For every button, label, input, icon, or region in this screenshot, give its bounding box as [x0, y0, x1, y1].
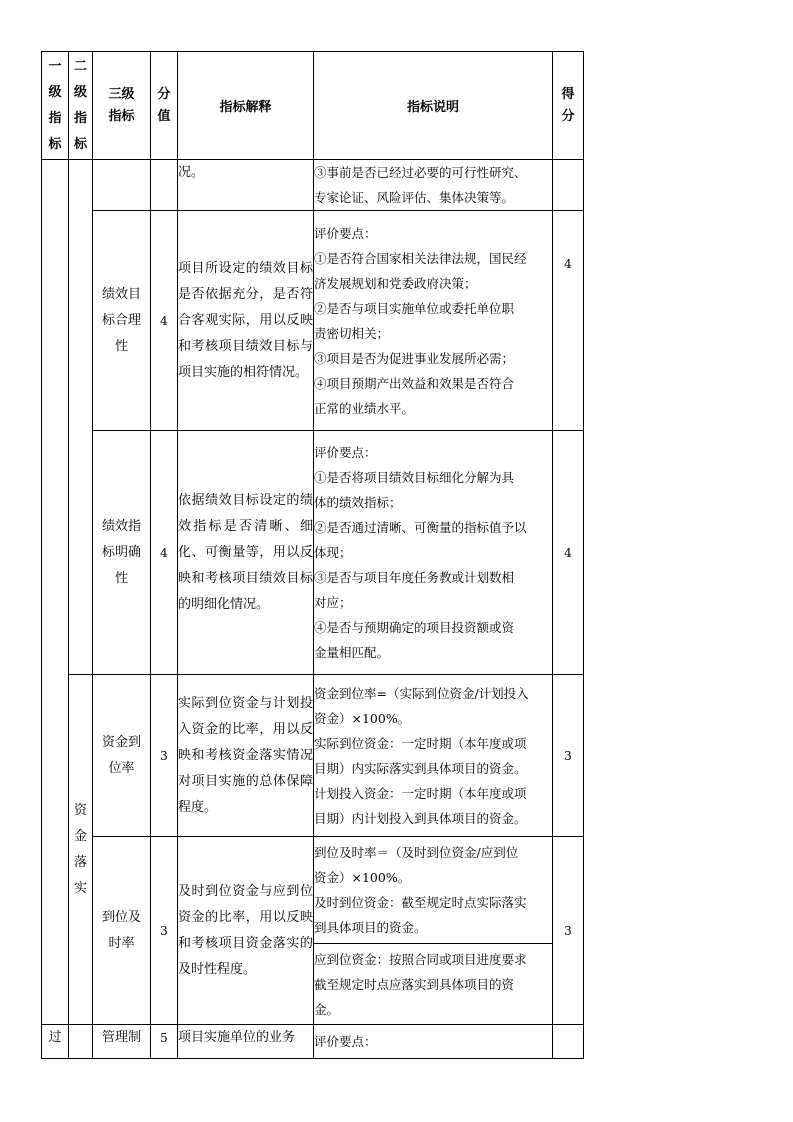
- evaluation-table: [41, 51, 584, 1059]
- level3-cell: 管理制: [93, 1025, 151, 1059]
- level3-cell: [93, 160, 151, 211]
- level2-cell: [69, 1025, 93, 1059]
- level2-funds-cell: 资 金 落 实: [69, 675, 93, 1025]
- got-cell: [553, 160, 584, 211]
- got-cell: 4: [553, 431, 584, 675]
- explanation-cell: 项目实施单位的业务: [178, 1025, 314, 1059]
- level3-cell: 资金到 位率: [93, 675, 151, 837]
- explanation-cell: 及时到位资金与应到位资金的比率，用以反映和考核项目资金落实的及时性程度。: [178, 837, 314, 1025]
- explanation-cell: 实际到位资金与计划投入资金的比率，用以反映和考核资金落实情况对项目实施的总体保障程度。: [178, 675, 314, 837]
- header-score: 分 值: [151, 52, 178, 160]
- explanation-cell: 项目所设定的绩效目标是否依据充分，是否符合客观实际，用以反映和考核项目绩效目标与项目实施的相符情况。: [178, 211, 314, 431]
- table-row: [42, 211, 584, 431]
- description-cell: 资金到位率=（实际到位资金/计划投入 资金）×100%。 实际到位资金：一定时期（本年度或项 目期）内实际落实到具体项目的资金。 计划投入资金：一定时期（本年度或项 目期）内计划投入到具体项目的资金。: [314, 675, 553, 837]
- got-cell: 4: [553, 211, 584, 431]
- score-cell: [151, 160, 178, 211]
- header-level3: 三级 指标: [93, 52, 151, 160]
- got-cell: 3: [553, 837, 584, 1025]
- description-cell: 评价要点：: [314, 1025, 553, 1059]
- level3-cell: 到位及 时率: [93, 837, 151, 1025]
- explanation-cell: 况。: [178, 160, 314, 211]
- level3-cell: 绩效目 标合理 性: [93, 211, 151, 431]
- table-row: [42, 675, 584, 837]
- score-cell: 3: [151, 675, 178, 837]
- explanation-cell: 依据绩效目标设定的绩效指标是否清晰、细化、可衡量等，用以反映和考核项目绩效目标的明细化情况。: [178, 431, 314, 675]
- header-level2: 二 级 指 标: [69, 52, 93, 160]
- got-cell: 3: [553, 675, 584, 837]
- level2-cell: [69, 160, 93, 675]
- header-level1: 一 级 指 标: [42, 52, 69, 160]
- header-got: 得 分: [553, 52, 584, 160]
- description-cell: 评价要点： ①是否符合国家相关法律法规，国民经 济发展规划和党委政府决策； ②是否与项目实施单位或委托单位职 责密切相关； ③项目是否为促进事业发展所必需； ④项目预期产出效益和效果是否符合 正常的业绩水平。: [314, 211, 553, 431]
- table-row: [42, 837, 584, 944]
- level3-cell: 绩效指 标明确 性: [93, 431, 151, 675]
- level1-cell: 过: [42, 1025, 69, 1059]
- description-cell: ③事前是否已经过必要的可行性研究、 专家论证、风险评估、集体决策等。: [314, 160, 553, 211]
- got-cell: [553, 1025, 584, 1059]
- header-row: [42, 52, 584, 160]
- score-cell: 3: [151, 837, 178, 1025]
- table-row: [42, 431, 584, 675]
- table-row: [42, 1025, 584, 1059]
- description-cell: 评价要点： ①是否将项目绩效目标细化分解为具 体的绩效指标； ②是否通过清晰、可衡量的指标值予以 体现； ③是否与项目年度任务教或计划数相 对应； ④是否与预期确定的项目投资额或资 金量相匹配。: [314, 431, 553, 675]
- level1-cell: [42, 160, 69, 1025]
- score-cell: 4: [151, 211, 178, 431]
- description-cell: 到位及时率＝（及时到位资金/应到位 资金）×100%。 及时到位资金：截至规定时点实际落实 到具体项目的资金。: [314, 837, 553, 944]
- description-cell: 应到位资金：按照合同或项目进度要求 截至规定时点应落实到具体项目的资 金。: [314, 944, 553, 1025]
- score-cell: 5: [151, 1025, 178, 1059]
- header-explanation: 指标解释: [178, 52, 314, 160]
- score-cell: 4: [151, 431, 178, 675]
- table-row: [42, 160, 584, 211]
- header-description: 指标说明: [314, 52, 553, 160]
